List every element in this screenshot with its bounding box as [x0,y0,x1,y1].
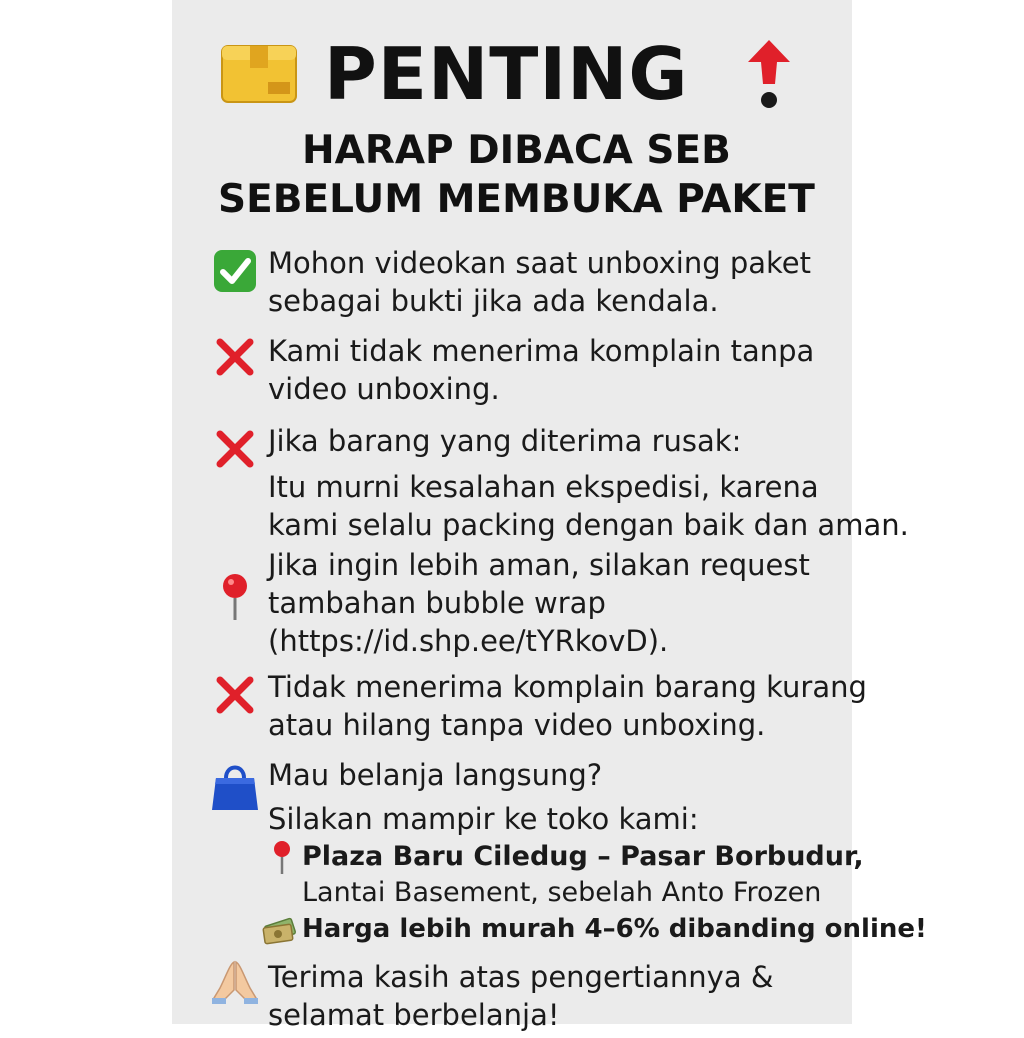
list-item [212,546,848,666]
title-row [218,28,818,120]
check-mark-icon [212,248,258,294]
item-text-line: video unboxing. [268,372,500,406]
package-box-icon [220,42,298,104]
list-item [212,958,848,1038]
page-title: PENTING [324,32,689,116]
pushpin-icon [212,572,258,622]
list-item [212,756,927,952]
cross-mark-icon [212,334,258,380]
subtitle-line-2: SEBELUM MEMBUKA PAKET [218,177,815,222]
item-text-line: Kami tidak menerima komplain tanpa [268,334,815,368]
store-address-line: Lantai Basement, sebelah Anto Frozen [302,877,822,908]
item-text-line: Silakan mampir ke toko kami: [268,802,699,836]
store-address-line: Plaza Baru Ciledug – Pasar Borbudur, [302,841,864,872]
cross-mark-icon [212,426,258,472]
exclamation-icon [746,38,792,110]
item-text-line: Mohon videokan saat unboxing paket [268,246,811,280]
money-icon [262,912,298,944]
item-text-line: Itu murni kesalahan ekspedisi, karena [268,470,819,504]
item-text-line: atau hilang tanpa video unboxing. [268,708,766,742]
notice-card [172,0,927,1032]
pushpin-icon [270,840,294,876]
item-text-line: Terima kasih atas pengertiannya & [268,960,774,994]
item-text-line: Mau belanja langsung? [268,758,603,792]
list-item [212,332,848,412]
item-text-line: sebagai bukti jika ada kendala. [268,284,719,318]
item-text-line: selamat berbelanja! [268,998,560,1032]
item-text-line: tambahan bubble wrap [268,586,606,620]
list-item [212,244,848,324]
cross-mark-icon [212,672,258,718]
subtitle-line-1: HARAP DIBACA SEB [302,128,731,173]
item-text-line: (https://id.shp.ee/tYRkovD). [268,624,669,658]
list-item [212,668,867,748]
shopping-bag-icon [212,760,258,812]
item-text-line: kami selalu packing dengan baik dan aman. [268,508,909,542]
item-text-line: Jika barang yang diterima rusak: [268,424,742,458]
list-item [212,422,909,542]
item-text-line: Jika ingin lebih aman, silakan request [268,548,810,582]
praying-hands-icon [212,960,258,1004]
item-text-line: Tidak menerima komplain barang kurang [268,670,867,704]
price-note: Harga lebih murah 4–6% dibanding online! [302,914,927,944]
